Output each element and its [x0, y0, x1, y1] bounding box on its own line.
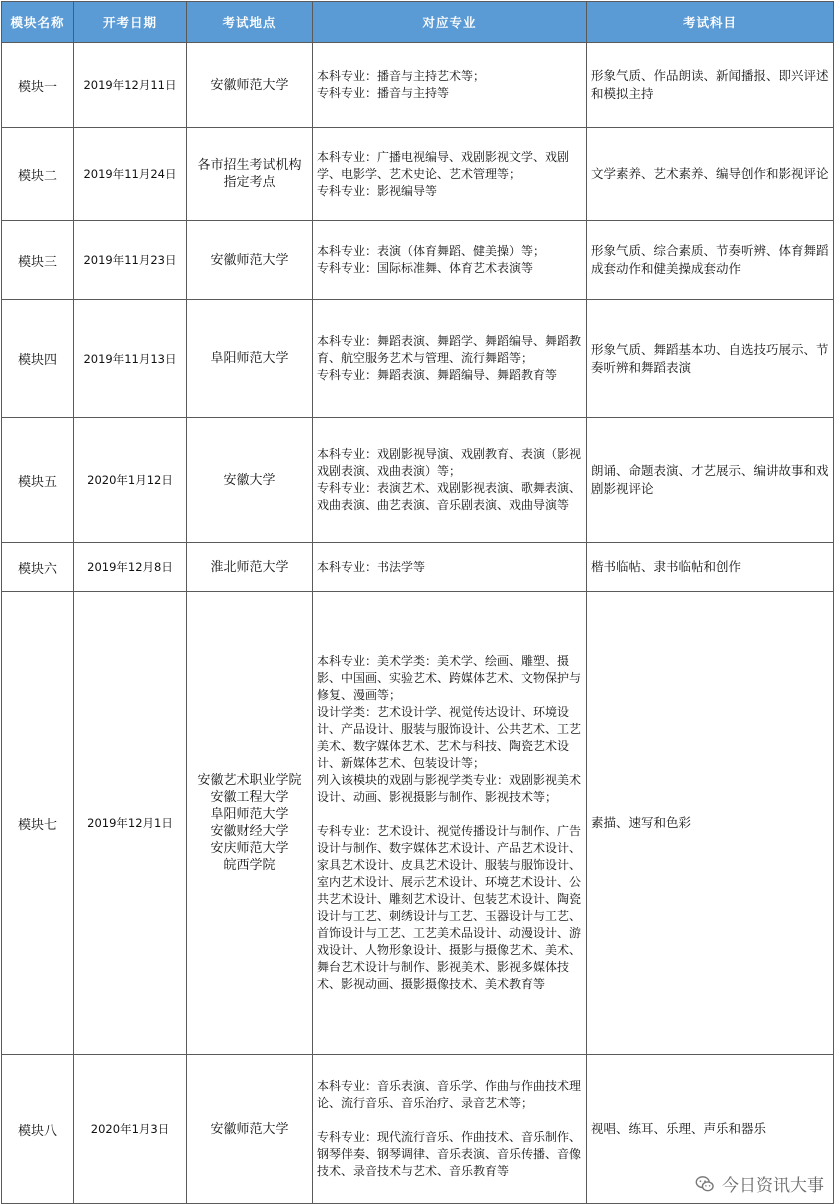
- exam-date-cell: 2019年12月1日: [74, 592, 187, 1055]
- exam-location-cell: [187, 128, 313, 221]
- majors-cell: [313, 418, 587, 543]
- watermark: [694, 1171, 824, 1196]
- module-name-cell: 模块二: [2, 128, 74, 221]
- location-line: 指定考点: [223, 175, 276, 190]
- major-line: 本科专业：舞蹈表演、舞蹈学、舞蹈编导、舞蹈教育、航空服务艺术与管理、流行舞蹈等；: [317, 334, 582, 365]
- wechat-icon: [694, 1173, 716, 1195]
- exam-date-cell: 2020年1月12日: [74, 418, 187, 543]
- major-line: 本科专业：播音与主持艺术等；: [317, 69, 486, 83]
- exam-date-cell: 2019年11月23日: [74, 221, 187, 300]
- exam-date-cell: 2019年11月24日: [74, 128, 187, 221]
- table-row: [2, 43, 834, 128]
- exam-subjects-cell: 素描、速写和色彩: [587, 592, 834, 1055]
- exam-schedule-table: [1, 1, 834, 1204]
- exam-subjects-cell: 视唱、练耳、乐理、声乐和器乐: [587, 1055, 834, 1204]
- module-name-cell: 模块三: [2, 221, 74, 300]
- majors-cell: [313, 128, 587, 221]
- module-name-cell: 模块五: [2, 418, 74, 543]
- major-line: 列入该模块的戏剧与影视学类专业：戏剧影视美术设计、动画、影视摄影与制作、影视技术等；: [317, 773, 582, 804]
- majors-cell: [313, 221, 587, 300]
- major-line: 设计学类：艺术设计学、视觉传达设计、环境设计、产品设计、服装与服饰设计、公共艺术、工艺美术、数字媒体艺术、艺术与科技、陶瓷艺术设计、新媒体艺术、包装设计等；: [317, 705, 582, 770]
- header-exam-subjects: 考试科目: [587, 2, 834, 43]
- exam-subjects-cell: 形象气质、综合素质、节奏听辨、体育舞蹈成套动作和健美操成套动作: [587, 221, 834, 300]
- major-line: 专科专业：国际标准舞、体育艺术表演等: [317, 261, 534, 275]
- exam-date-cell: 2019年12月8日: [74, 543, 187, 592]
- table-row: [2, 418, 834, 543]
- major-line: 专科专业：播音与主持等: [317, 86, 450, 100]
- location-line: 皖西学院: [223, 858, 276, 873]
- exam-location-cell: [187, 300, 313, 418]
- location-line: 安庆师范大学: [210, 841, 289, 856]
- majors-cell: [313, 300, 587, 418]
- major-line: 本科专业：美术学类：美术学、绘画、雕塑、摄影、中国画、实验艺术、跨媒体艺术、文物保护与修复、漫画等；: [317, 654, 582, 702]
- exam-subjects-cell: 文学素养、艺术素养、编导创作和影视评论: [587, 128, 834, 221]
- table-row: [2, 543, 834, 592]
- location-line: 安徽艺术职业学院: [197, 773, 302, 788]
- exam-subjects-cell: 楷书临帖、隶书临帖和创作: [587, 543, 834, 592]
- major-line: 专科专业：艺术设计、视觉传播设计与制作、广告设计与制作、数字媒体艺术设计、产品艺术设计、家具艺术设计、皮具艺术设计、服装与服饰设计、室内艺术设计、展示艺术设计、环境艺术设计、公共艺术设计、雕刻艺术设计、包装艺术设计、陶瓷设计与工艺、刺绣设计与工艺、玉器设计与工艺、首饰设计与工艺、工艺美术品设计、动漫设计、游戏设计、人物形象设计、摄影与摄像艺术、美术、舞台艺术设计与制作、影视美术、影视多媒体技术、影视动画、摄影摄像技术、美术教育等: [317, 824, 582, 991]
- majors-cell: [313, 1055, 587, 1204]
- table-row: [2, 300, 834, 418]
- location-line: 淮北师范大学: [210, 559, 289, 575]
- exam-date-cell: 2019年11月13日: [74, 300, 187, 418]
- majors-cell: [313, 43, 587, 128]
- module-name-cell: 模块一: [2, 43, 74, 128]
- major-line: 专科专业：舞蹈表演、舞蹈编导、舞蹈教育等: [317, 368, 558, 382]
- module-name-cell: 模块八: [2, 1055, 74, 1204]
- exam-location-cell: [187, 592, 313, 1055]
- header-module-name: 模块名称: [2, 2, 74, 43]
- major-line: 专科专业：影视编导等: [317, 183, 438, 198]
- header-exam-date: 开考日期: [74, 2, 187, 43]
- major-line: 专科专业：表演艺术、戏剧影视表演、歌舞表演、戏曲表演、曲艺表演、音乐剧表演、戏曲导演等: [317, 481, 582, 512]
- exam-date-cell: 2020年1月3日: [74, 1055, 187, 1204]
- location-line: 阜阳师范大学: [210, 807, 289, 822]
- location-line: 安徽师范大学: [210, 1121, 289, 1137]
- exam-location-cell: [187, 1055, 313, 1204]
- major-line: 本科专业：广播电视编导、戏剧影视文学、戏剧学、电影学、艺术史论、艺术管理等；: [317, 149, 570, 181]
- module-name-cell: 模块四: [2, 300, 74, 418]
- major-line: 本科专业：音乐表演、音乐学、作曲与作曲技术理论、流行音乐、音乐治疗、录音艺术等；: [317, 1079, 582, 1110]
- exam-date-cell: 2019年12月11日: [74, 43, 187, 128]
- watermark-text: 今日资讯大事: [722, 1176, 824, 1196]
- table-row: [2, 221, 834, 300]
- location-line: 安徽大学: [223, 472, 276, 488]
- exam-subjects-cell: 形象气质、作品朗读、新闻播报、即兴评述和模拟主持: [587, 43, 834, 128]
- table-row: [2, 128, 834, 221]
- major-line: 本科专业：表演（体育舞蹈、健美操）等；: [317, 244, 546, 258]
- exam-location-cell: [187, 418, 313, 543]
- location-line: 安徽工程大学: [210, 790, 289, 805]
- module-name-cell: 模块七: [2, 592, 74, 1055]
- exam-location-cell: [187, 221, 313, 300]
- majors-cell: [313, 543, 587, 592]
- location-line: 安徽师范大学: [210, 77, 289, 93]
- major-line: 本科专业：戏剧影视导演、戏剧教育、表演（影视戏剧表演、戏曲表演）等；: [317, 447, 582, 478]
- location-line: 各市招生考试机构: [197, 158, 302, 173]
- majors-cell: [313, 592, 587, 1055]
- header-majors: 对应专业: [313, 2, 587, 43]
- location-line: 安徽财经大学: [210, 824, 289, 839]
- table-row: [2, 592, 834, 1055]
- exam-subjects-cell: 形象气质、舞蹈基本功、自选技巧展示、节奏听辨和舞蹈表演: [587, 300, 834, 418]
- exam-subjects-cell: 朗诵、命题表演、才艺展示、编讲故事和戏剧影视评论: [587, 418, 834, 543]
- exam-location-cell: [187, 543, 313, 592]
- major-line: 本科专业：书法学等: [317, 559, 426, 574]
- exam-location-cell: [187, 43, 313, 128]
- table-header-row: [2, 2, 834, 43]
- header-exam-location: 考试地点: [187, 2, 313, 43]
- module-name-cell: 模块六: [2, 543, 74, 592]
- major-line: 专科专业：现代流行音乐、作曲技术、音乐制作、钢琴伴奏、钢琴调律、音乐表演、音乐传播、音像技术、录音技术与艺术、音乐教育等: [317, 1130, 582, 1178]
- location-line: 阜阳师范大学: [210, 351, 289, 366]
- major-line: [317, 1112, 582, 1129]
- major-line: [317, 806, 582, 823]
- location-line: 安徽师范大学: [210, 252, 289, 268]
